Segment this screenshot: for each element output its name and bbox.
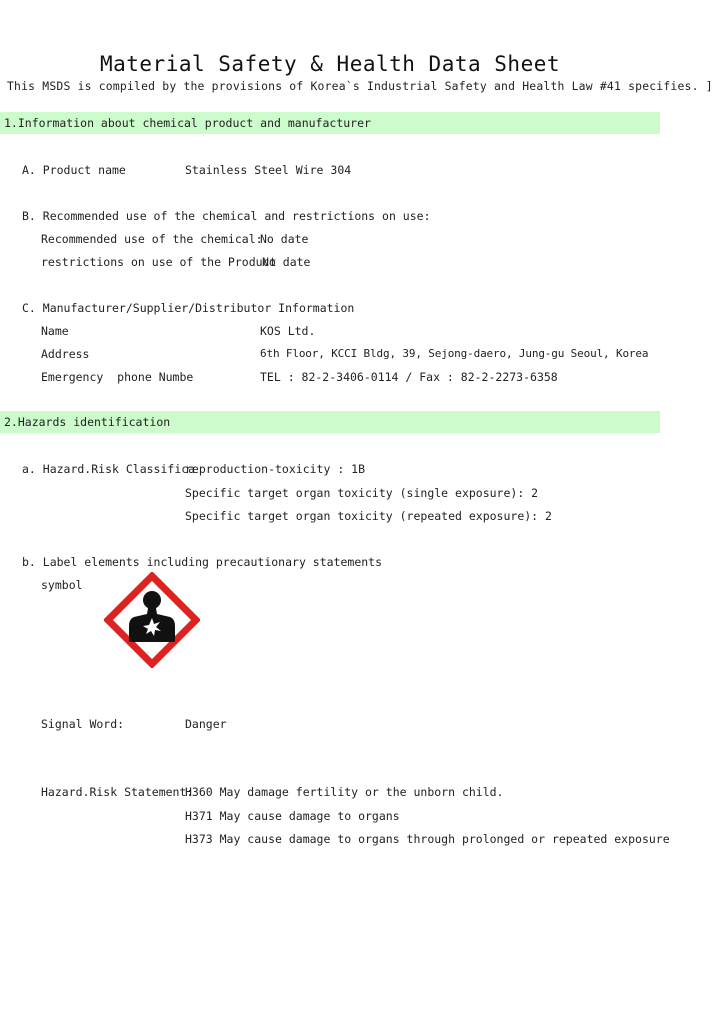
manufacturer-heading: C. Manufacturer/Supplier/Distributor Information	[22, 301, 355, 315]
recommended-use-heading: B. Recommended use of the chemical and restrictions on use:	[22, 209, 431, 223]
hazard-statement-line: H360 May damage fertility or the unborn child.	[185, 785, 504, 799]
document-title: Material Safety & Health Data Sheet	[99, 52, 560, 76]
restrictions-value: No date	[262, 255, 311, 269]
restrictions-label: restrictions on use of the Product	[41, 255, 277, 269]
hazard-classification-line: Specific target organ toxicity (repeated exposure): 2	[185, 509, 552, 523]
hazard-statement-line: H373 May cause damage to organs through prolonged or repeated exposure	[185, 832, 670, 846]
hazard-classification-label: a. Hazard.Risk Classifica	[22, 462, 196, 476]
symbol-label: symbol	[41, 578, 83, 592]
manufacturer-address-value: 6th Floor, KCCI Bldg, 39, Sejong-daero, Jung-gu Seoul, Korea	[260, 347, 649, 360]
section-1-heading	[0, 112, 660, 134]
product-name-label: A. Product name	[22, 163, 126, 177]
manufacturer-address-label: Address	[41, 347, 90, 361]
manufacturer-name-value: KOS Ltd.	[260, 324, 316, 338]
section-2-heading	[0, 411, 660, 433]
hazard-classification-line: reproduction-toxicity : 1B	[185, 462, 366, 476]
hazard-classification-line: Specific target organ toxicity (single exposure): 2	[185, 486, 539, 500]
section-2-heading-text: 2.Hazards identification	[4, 415, 171, 429]
document-subtitle: This MSDS is compiled by the provisions of Korea`s Industrial Safety and Health Law #41 specifies. ]	[7, 79, 713, 93]
ghs-health-hazard-icon	[104, 572, 200, 668]
recommended-use-value: No date	[260, 232, 309, 246]
hazard-statement-line: H371 May cause damage to organs	[185, 809, 400, 823]
emergency-phone-value: TEL : 82-2-3406-0114 / Fax : 82-2-2273-6358	[260, 370, 558, 384]
label-elements-heading: b. Label elements including precautionary statements	[22, 555, 383, 569]
signal-word-label: Signal Word:	[41, 717, 125, 731]
hazard-statement-label: Hazard.Risk Statement:	[41, 785, 194, 799]
signal-word-value: Danger	[185, 717, 227, 731]
emergency-phone-label: Emergency phone Numbe	[41, 370, 194, 384]
section-1-heading-text: 1.Information about chemical product and manufacturer	[4, 116, 371, 130]
recommended-use-label: Recommended use of the chemical:	[41, 232, 263, 246]
manufacturer-name-label: Name	[41, 324, 69, 338]
product-name-value: Stainless Steel Wire 304	[185, 163, 352, 177]
